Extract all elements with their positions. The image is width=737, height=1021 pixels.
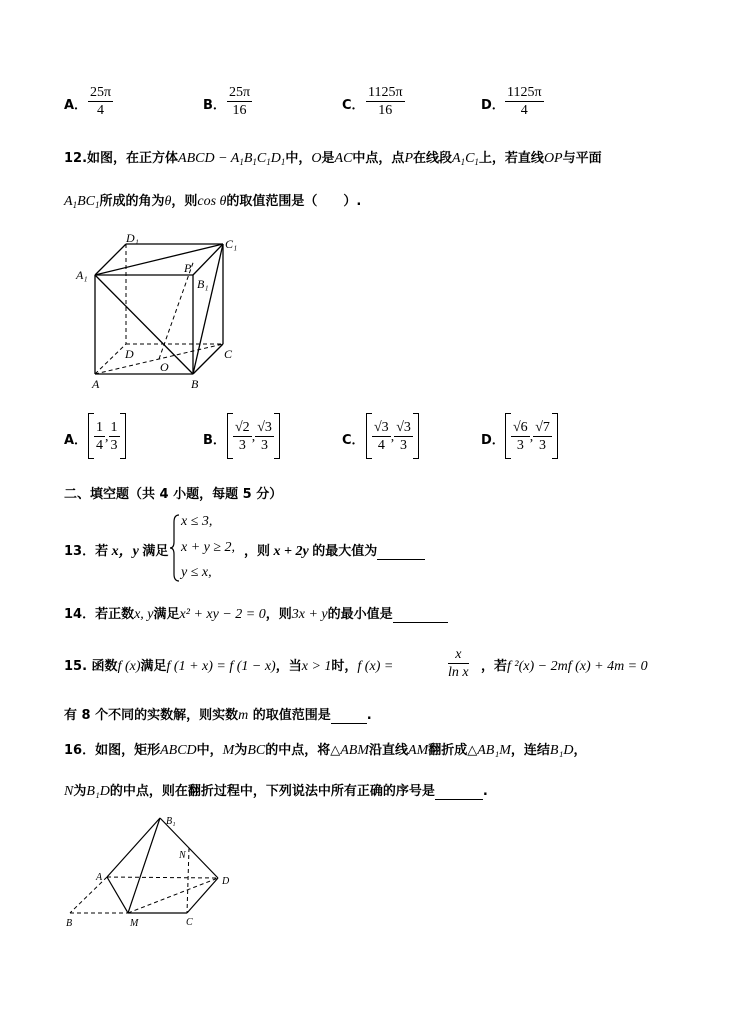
q16-line1 xyxy=(64,739,586,759)
q13-lead xyxy=(64,540,168,560)
q12-text: 上，若直线 xyxy=(478,151,544,166)
q15-text: 有 8 个不同的实数解，则实数 xyxy=(64,708,239,723)
math-var: cos θ xyxy=(197,194,227,209)
right-bracket xyxy=(413,413,419,459)
math-var: m xyxy=(238,708,249,723)
math-text: A xyxy=(64,194,73,209)
q11-option-b xyxy=(227,84,252,119)
label-p: P xyxy=(184,261,192,275)
math-var: AC xyxy=(334,151,353,166)
fraction-numerator: x xyxy=(448,646,469,664)
edge-b1-c1 xyxy=(193,244,223,275)
q14-text: 14．若正数 xyxy=(64,607,135,622)
label-c1: C₁ xyxy=(225,237,238,251)
math-var: ABCD xyxy=(160,743,197,758)
q12-text: 在线段 xyxy=(413,151,453,166)
q15-text: 的取值范围是 xyxy=(248,708,331,723)
right-bracket xyxy=(552,413,558,459)
math-var: AB₁M xyxy=(477,743,511,758)
label-a: A xyxy=(96,872,103,883)
label-b1: B₁ xyxy=(197,277,209,291)
math-var: O xyxy=(311,151,322,166)
section-title: 二、填空题（共 4 小题，每题 5 分） xyxy=(64,487,283,502)
q12-option-d-label: D． xyxy=(481,433,505,448)
fraction-numerator: √3 xyxy=(374,419,389,435)
fraction-denominator: 16 xyxy=(378,103,393,118)
fraction-numerator: √2 xyxy=(235,419,250,435)
q12-option-b: $\frac{√2}{3}$ , $\frac{√3}{3}$ xyxy=(227,413,280,459)
fraction-denominator: 4 xyxy=(96,437,103,453)
segment-a1-b xyxy=(95,275,193,374)
answer-blank[interactable] xyxy=(331,704,367,724)
q15-text: ，当 xyxy=(275,659,302,674)
fraction-denominator: 3 xyxy=(110,437,118,453)
fraction-numerator: √7 xyxy=(535,419,550,435)
q16-text: 翻折成△ xyxy=(428,743,478,758)
fraction-numerator: 1 xyxy=(96,419,103,435)
q12-text: 12.如图，在正方体 xyxy=(64,151,179,166)
label-b1: B₁ xyxy=(166,816,176,827)
fraction-numerator: 25π xyxy=(90,85,112,100)
q12-text: 中， xyxy=(285,151,312,166)
label-a: A xyxy=(92,377,100,391)
math-expr: f (x) = xyxy=(357,659,394,674)
q12-text: 与平面 xyxy=(562,151,602,166)
math-segment: $A_1C_1$ xyxy=(452,151,479,167)
fraction-denominator: 3 xyxy=(516,437,524,453)
q15-text: 时， xyxy=(331,659,358,674)
fraction-denominator: 3 xyxy=(539,437,547,453)
math-expr: x > 1 xyxy=(301,659,332,674)
q15-fraction xyxy=(448,646,469,681)
q13-text: ，则 xyxy=(244,544,271,559)
q12-text: 所成的角为 xyxy=(99,194,165,209)
q11-option-a-label: A． xyxy=(64,98,88,113)
q16-text: . xyxy=(482,784,488,799)
q12-line1 xyxy=(64,147,602,167)
math-plane: $A_1BC_1$ xyxy=(64,194,100,210)
q12-text: 中点，点 xyxy=(352,151,405,166)
fraction-numerator: 1125π xyxy=(507,85,542,100)
q16-text: 中， xyxy=(196,743,223,758)
label-d1: D₁ xyxy=(126,232,139,245)
math-var: N xyxy=(64,784,74,799)
fraction-numerator: 1125π xyxy=(368,85,403,100)
label-m: M xyxy=(130,918,139,929)
q12-text: 是 xyxy=(321,151,335,166)
fraction-numerator: √3 xyxy=(396,419,411,435)
q15-text: . xyxy=(366,708,372,723)
math-var: M xyxy=(222,743,235,758)
q14-text: ，则 xyxy=(265,607,292,622)
q13-text: 的最大值为 xyxy=(312,544,378,559)
q16-text: 的中点，将△ xyxy=(265,743,341,758)
q12-line2 xyxy=(64,190,361,210)
math-var: x，y xyxy=(108,544,143,559)
math-expr: 3x + y xyxy=(291,607,328,622)
q15-line2 xyxy=(64,704,372,724)
q16-text: ， xyxy=(573,743,587,758)
segment-a1-c1 xyxy=(95,244,223,275)
fraction-denominator: 3 xyxy=(400,437,408,453)
brace-icon xyxy=(170,514,180,582)
q12-option-d: $\frac{√6}{3}$ , $\frac{√7}{3}$ xyxy=(505,413,558,459)
label-d: D xyxy=(125,347,134,361)
q13-text: 满足 xyxy=(142,544,169,559)
q12-text: ，则 xyxy=(171,194,198,209)
q13-text: 13．若 xyxy=(64,544,109,559)
label-a1: A₁ xyxy=(76,268,88,282)
q14-text: 的最小值是 xyxy=(327,607,393,622)
q11-option-b-label: B． xyxy=(203,98,226,113)
label-d: D xyxy=(222,876,230,887)
cube-figure xyxy=(74,232,249,392)
q15-text: 满足 xyxy=(140,659,167,674)
fold-figure xyxy=(62,810,242,930)
segment-b-c1 xyxy=(193,244,223,374)
answer-blank[interactable] xyxy=(393,603,448,623)
math-var: B₁D xyxy=(549,743,574,758)
fraction-denominator: 3 xyxy=(261,437,269,453)
hidden-edge-n-c xyxy=(187,848,189,913)
edge-c-d xyxy=(187,878,218,913)
answer-blank[interactable] xyxy=(435,780,483,800)
q16-text: 16．如图，矩形 xyxy=(64,743,161,758)
math-var: P xyxy=(404,151,413,166)
math-var: AM xyxy=(408,743,429,758)
math-text: ABCD − A xyxy=(178,151,240,166)
q15-line1-tail xyxy=(481,655,648,675)
q16-text: 为 xyxy=(234,743,248,758)
edge-b-c xyxy=(193,344,223,374)
q11-option-d-label: D． xyxy=(481,98,505,113)
fraction-numerator: √6 xyxy=(513,419,528,435)
edge-a-m xyxy=(107,877,128,913)
fraction-denominator: ln x xyxy=(448,665,469,680)
hidden-edge-a-d xyxy=(107,877,218,878)
q16-text: 为 xyxy=(73,784,87,799)
fraction-denominator: 3 xyxy=(238,437,246,453)
math-equation: x² + xy − 2 = 0 xyxy=(179,607,266,622)
math-var: θ xyxy=(164,194,172,209)
q12-option-c-label: C． xyxy=(342,433,365,448)
fraction-denominator: 16 xyxy=(232,103,247,118)
q13-tail xyxy=(244,540,425,560)
math-var: x, y xyxy=(134,607,154,622)
math-expr: x + 2y xyxy=(270,544,313,559)
edge-a1-d1 xyxy=(95,244,126,275)
q15-line1 xyxy=(64,655,393,675)
q16-line2 xyxy=(64,780,488,800)
right-bracket xyxy=(120,413,126,459)
q11-option-c-label: C． xyxy=(342,98,365,113)
edge-b1-m xyxy=(128,818,160,913)
q14-text: 满足 xyxy=(153,607,180,622)
fraction-numerator: √3 xyxy=(257,419,272,435)
hidden-edge-a-d xyxy=(95,344,126,374)
q11-option-c xyxy=(366,84,405,119)
fraction-numerator: 1 xyxy=(110,419,118,435)
q16-text: ，连结 xyxy=(510,743,550,758)
label-b: B xyxy=(191,377,199,391)
q15-text: 15. 函数 xyxy=(64,659,118,674)
fraction-denominator: 4 xyxy=(377,437,385,453)
math-var: B₁D xyxy=(86,784,110,799)
label-c: C xyxy=(224,347,233,361)
q12-option-b-label: B． xyxy=(203,433,226,448)
label-o: O xyxy=(160,360,169,374)
q12-option-a: $\frac{1}{4}$ , $\frac{1}{3}$ xyxy=(88,413,126,459)
math-var: OP xyxy=(543,151,563,166)
math-var: BC xyxy=(247,743,266,758)
q12-cube-name: ABCD − $A_1B_1C_1D_1$ xyxy=(178,151,286,167)
right-bracket xyxy=(274,413,280,459)
q12-option-a-label: A． xyxy=(64,433,88,448)
q11-option-d xyxy=(505,84,544,119)
constraint-3: y ≤ x, xyxy=(181,565,212,580)
q15-text: ，若 xyxy=(481,659,508,674)
label-b: B xyxy=(66,918,73,929)
constraint-1: x ≤ 3, xyxy=(181,514,213,529)
q16-text: 沿直线 xyxy=(369,743,409,758)
math-equation: f ²(x) − 2mf (x) + 4m = 0 xyxy=(507,659,648,674)
math-var: ABM xyxy=(340,743,370,758)
math-expr: f (x) xyxy=(117,659,141,674)
q11-option-a xyxy=(88,84,113,119)
label-n: N xyxy=(179,850,186,861)
hidden-edge-m-d xyxy=(128,878,218,913)
constraint-2: x + y ≥ 2, xyxy=(181,540,236,555)
q12-option-c: $\frac{√3}{4}$ , $\frac{√3}{3}$ xyxy=(366,413,419,459)
fraction-denominator: 4 xyxy=(520,103,528,118)
q12-text: 的取值范围是（ ）. xyxy=(226,194,362,209)
edge-b1-a xyxy=(107,818,160,877)
math-text: A xyxy=(452,151,461,166)
answer-blank[interactable] xyxy=(377,540,425,560)
q16-text: 的中点，则在翻折过程中，下列说法中所有正确的序号是 xyxy=(109,784,435,799)
label-c: C xyxy=(186,917,193,928)
fraction-numerator: 25π xyxy=(229,85,251,100)
q14-line xyxy=(64,603,448,623)
fraction-denominator: 4 xyxy=(97,103,105,118)
math-equation: f (1 + x) = f (1 − x) xyxy=(166,659,276,674)
